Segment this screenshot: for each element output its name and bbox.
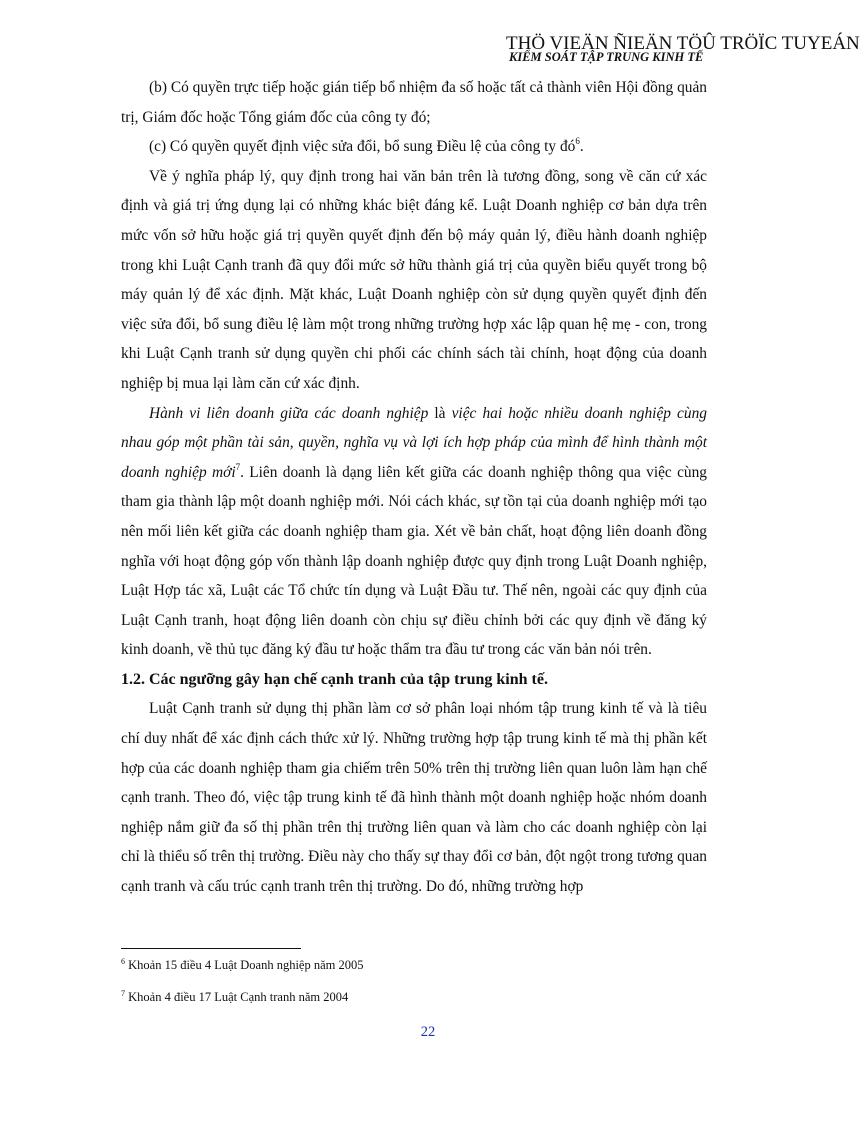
paragraph-thresholds: Luật Cạnh tranh sử dụng thị phần làm cơ sở phân loại nhóm tập trung kinh tế và là tiêu chí duy nhất để xác định cách thức xử lý. Những trường hợp tập trung kinh tế mà thị phần kết hợp của các doanh nghiệp tham gia chiếm trên 50% trên thị trường liên quan luôn làm hạn chế cạnh tranh. Theo đó, việc tập trung kinh tế đã hình thành một doanh nghiệp hoặc nhóm doanh nghiệp nắm giữ đa số thị phần trên thị trường liên quan và làm cho các doanh nghiệp còn lại chỉ là thiểu số trên thị trường. Điều này cho thấy sự thay đổi cơ bản, đột ngột trong tương quan cạnh tranh và cấu trúc cạnh tranh trên thị trường. Do đó, những trường hợp: [121, 700, 707, 896]
footnote-divider: [121, 948, 301, 949]
term-joint-venture: Hành vi liên doanh giữa các doanh nghiệp: [149, 404, 429, 422]
running-header-title: KIỂM SOÁT TẬP TRUNG KINH TẾ: [509, 50, 704, 64]
library-watermark: THÖ VIEÄN ÑIEÄN TÖÛ TRÖÏC TUYEÁN: [506, 33, 860, 54]
footnote-7: [121, 990, 348, 1005]
footnote-6: [121, 958, 364, 973]
paragraph-legal-meaning: Về ý nghĩa pháp lý, quy định trong hai văn bản trên là tương đồng, song về căn cứ xác định và giá trị ứng dụng lại có những khác biệt đáng kể. Luật Doanh nghiệp cơ bản dựa trên mức vốn sở hữu hoặc giá trị quyền quyết định đến bộ máy quản lý, điều hành doanh nghiệp trong khi Luật Cạnh tranh đã quy đổi mức sở hữu thành giá trị của quyền biểu quyết trong bộ máy quản lý để xác định. Mặt khác, Luật Doanh nghiệp còn sử dụng quyền quyết định đến việc sửa đổi, bổ sung điều lệ làm một trong những trường hợp xác lập quan hệ mẹ - con, trong khi Luật Cạnh tranh sử dụng quyền chi phối các chính sách tài chính, hoạt động của doanh nghiệp bị mua lại làm căn cứ xác định.: [121, 167, 707, 392]
page-number: 22: [420, 1024, 436, 1040]
paragraph-c-text: (c) Có quyền quyết định việc sửa đổi, bổ sung Điều lệ của công ty đó: [149, 138, 576, 156]
paragraph-c: [121, 132, 707, 162]
page-body: [121, 73, 707, 902]
paragraph-c-end: .: [579, 138, 584, 156]
footnote-ref-6[interactable]: 6: [575, 136, 580, 147]
footnote-6-text: Khoản 15 điều 4 Luật Doanh nghiệp năm 2005: [125, 958, 364, 972]
section-heading: 1.2. Các ngưỡng gây hạn chế cạnh tranh của tập trung kinh tế.: [121, 670, 548, 688]
term-connector: là: [428, 404, 452, 422]
paragraph-joint-venture-rest: . Liên doanh là dạng liên kết giữa các doanh nghiệp thông qua việc cùng tham gia thành lập một doanh nghiệp mới. Nói cách khác, sự tồn tại của doanh nghiệp mới tạo nên mối liên kết giữa các doanh nghiệp tham gia. Xét về bản chất, hoạt động liên doanh đồng nghĩa với hoạt động góp vốn thành lập doanh nghiệp được quy định trong Luật Doanh nghiệp, Luật Hợp tác xã, Luật các Tổ chức tín dụng và Luật Đầu tư. Thế nên, ngoài các quy định của Luật Cạnh tranh, hoạt động liên doanh còn chịu sự điều chỉnh bởi các quy định về đăng ký kinh doanh, về thủ tục đăng ký đầu tư hoặc thẩm tra đầu tư trong các văn bản nói trên.: [121, 463, 707, 659]
footnote-ref-7[interactable]: 7: [235, 461, 241, 472]
footnote-6-number: 6: [121, 957, 125, 966]
footnote-7-number: 7: [121, 989, 125, 998]
paragraph-joint-venture: [121, 399, 707, 665]
paragraph-b: (b) Có quyền trực tiếp hoặc gián tiếp bổ nhiệm đa số hoặc tất cả thành viên Hội đồng quản trị, Giám đốc hoặc Tổng giám đốc của công ty đó;: [121, 79, 707, 126]
definition-joint-venture: việc hai hoặc nhiều doanh nghiệp cùng nhau góp một phần tài sản, quyền, nghĩa vụ và lợi ích hợp pháp của mình để hình thành một doanh nghiệp mới: [121, 404, 707, 481]
footnote-7-text: Khoản 4 điều 17 Luật Cạnh tranh năm 2004: [125, 990, 349, 1004]
